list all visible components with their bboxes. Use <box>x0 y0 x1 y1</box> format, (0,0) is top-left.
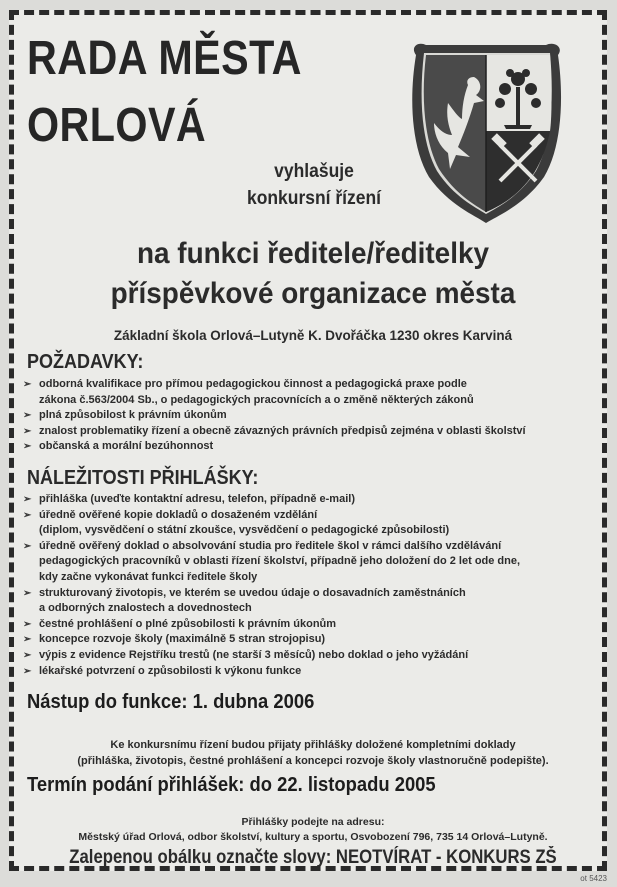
list-item: ➢ úředně ověřený doklad o absolvování studia pro ředitele škol v rámci dalšího vzdělávání pedagogických pracovníků v oblasti řízení školství, případně jeho doložení do 2 let ode dne, kdy začne vykonávat funkci ředitele školy <box>23 539 521 583</box>
announces-label: vyhlašuje <box>274 161 354 182</box>
list-item: ➢ odborná kvalifikace pro přímou pedagogickou činnost a pedagogická praxe podle zákona č.563/2004 Sb., o pedagogických pracovnících a o změně některých zákonů <box>23 378 474 406</box>
list-item: ➢ čestné prohlášení o plné způsobilosti k právním úkonům <box>22 617 607 633</box>
arrow-bullet-icon: ➢ <box>23 441 32 453</box>
address-label: Přihlášky podejte na adresu: <box>241 816 385 828</box>
position-title-line2: příspěvkové organizace města <box>110 277 516 310</box>
announcement-frame <box>9 10 607 871</box>
ad-code: ot 5423 <box>580 874 607 883</box>
list-item: ➢ koncepce rozvoje školy (maximálně 5 stran strojopisu) <box>22 632 607 648</box>
city-coat-of-arms-icon <box>404 37 569 227</box>
list-item: ➢ strukturovaný životopis, ve kterém se uvedou údaje o dosavadních zaměstnáních a odborných znalostech a dovednostech <box>23 586 466 615</box>
arrow-bullet-icon: ➢ <box>23 410 32 422</box>
application-heading: NÁLEŽITOSTI PŘIHLÁŠKY: <box>27 467 259 489</box>
school-name: Základní škola Orlová–Lutyně K. Dvořáčka 1230 okres Karviná <box>113 327 513 343</box>
arrow-bullet-icon: ➢ <box>23 665 32 677</box>
note-line2: (přihláška, životopis, čestné prohlášení a koncepci rozvoje školy vlastnoručně podepište). <box>77 755 549 767</box>
list-item: ➢ úředně ověřené kopie dokladů o dosaženém vzdělání (diplom, vysvědčení o státní zkoušce, vysvědčení o pedagogické způsobilosti) <box>23 508 450 537</box>
envelope-instruction: Zalepenou obálku označte slovy: NEOTVÍRAT - KONKURS ZŠ <box>69 847 557 868</box>
list-item: ➢ výpis z evidence Rejstříku trestů (ne starší 3 měsíců) nebo doklad o jeho vyžádání <box>22 648 607 664</box>
arrow-bullet-icon: ➢ <box>23 587 32 599</box>
list-item: ➢ přihláška (uveďte kontaktní adresu, telefon, případně e-mail) <box>22 492 607 508</box>
arrow-bullet-icon: ➢ <box>23 649 32 661</box>
requirements-heading: POŽADAVKY: <box>27 351 144 373</box>
list-item: ➢ občanská a morální bezúhonnost <box>22 439 607 455</box>
arrow-bullet-icon: ➢ <box>23 494 32 505</box>
arrow-bullet-icon: ➢ <box>23 379 32 390</box>
council-title-line1: RADA MĚSTA <box>27 32 302 85</box>
position-title-line1: na funkci ředitele/ředitelky <box>136 237 489 270</box>
start-date: Nástup do funkce: 1. dubna 2006 <box>27 691 315 713</box>
application-deadline: Termín podání přihlášek: do 22. listopadu 2005 <box>27 774 436 796</box>
arrow-bullet-icon: ➢ <box>23 634 32 646</box>
council-title-line2: ORLOVÁ <box>27 99 207 152</box>
address: Městský úřad Orlová, odbor školství, kultury a sportu, Osvobození 796, 735 14 Orlová–Lutyně. <box>78 831 548 843</box>
requirements-list <box>22 377 607 455</box>
arrow-bullet-icon: ➢ <box>23 509 32 521</box>
arrow-bullet-icon: ➢ <box>23 425 32 437</box>
list-item: ➢ lékařské potvrzení o způsobilosti k výkonu funkce <box>22 664 607 680</box>
arrow-bullet-icon: ➢ <box>23 540 32 552</box>
application-list <box>22 492 607 679</box>
list-item: ➢ znalost problematiky řízení a obecně závazných právních předpisů zejména v oblasti školství <box>22 424 607 440</box>
note-line1: Ke konkursnímu řízení budou přijaty přihlášky doložené kompletními doklady <box>110 739 516 751</box>
list-item: ➢ plná způsobilost k právním úkonům <box>22 408 607 424</box>
competition-label: konkursní řízení <box>246 188 382 209</box>
arrow-bullet-icon: ➢ <box>23 618 32 630</box>
